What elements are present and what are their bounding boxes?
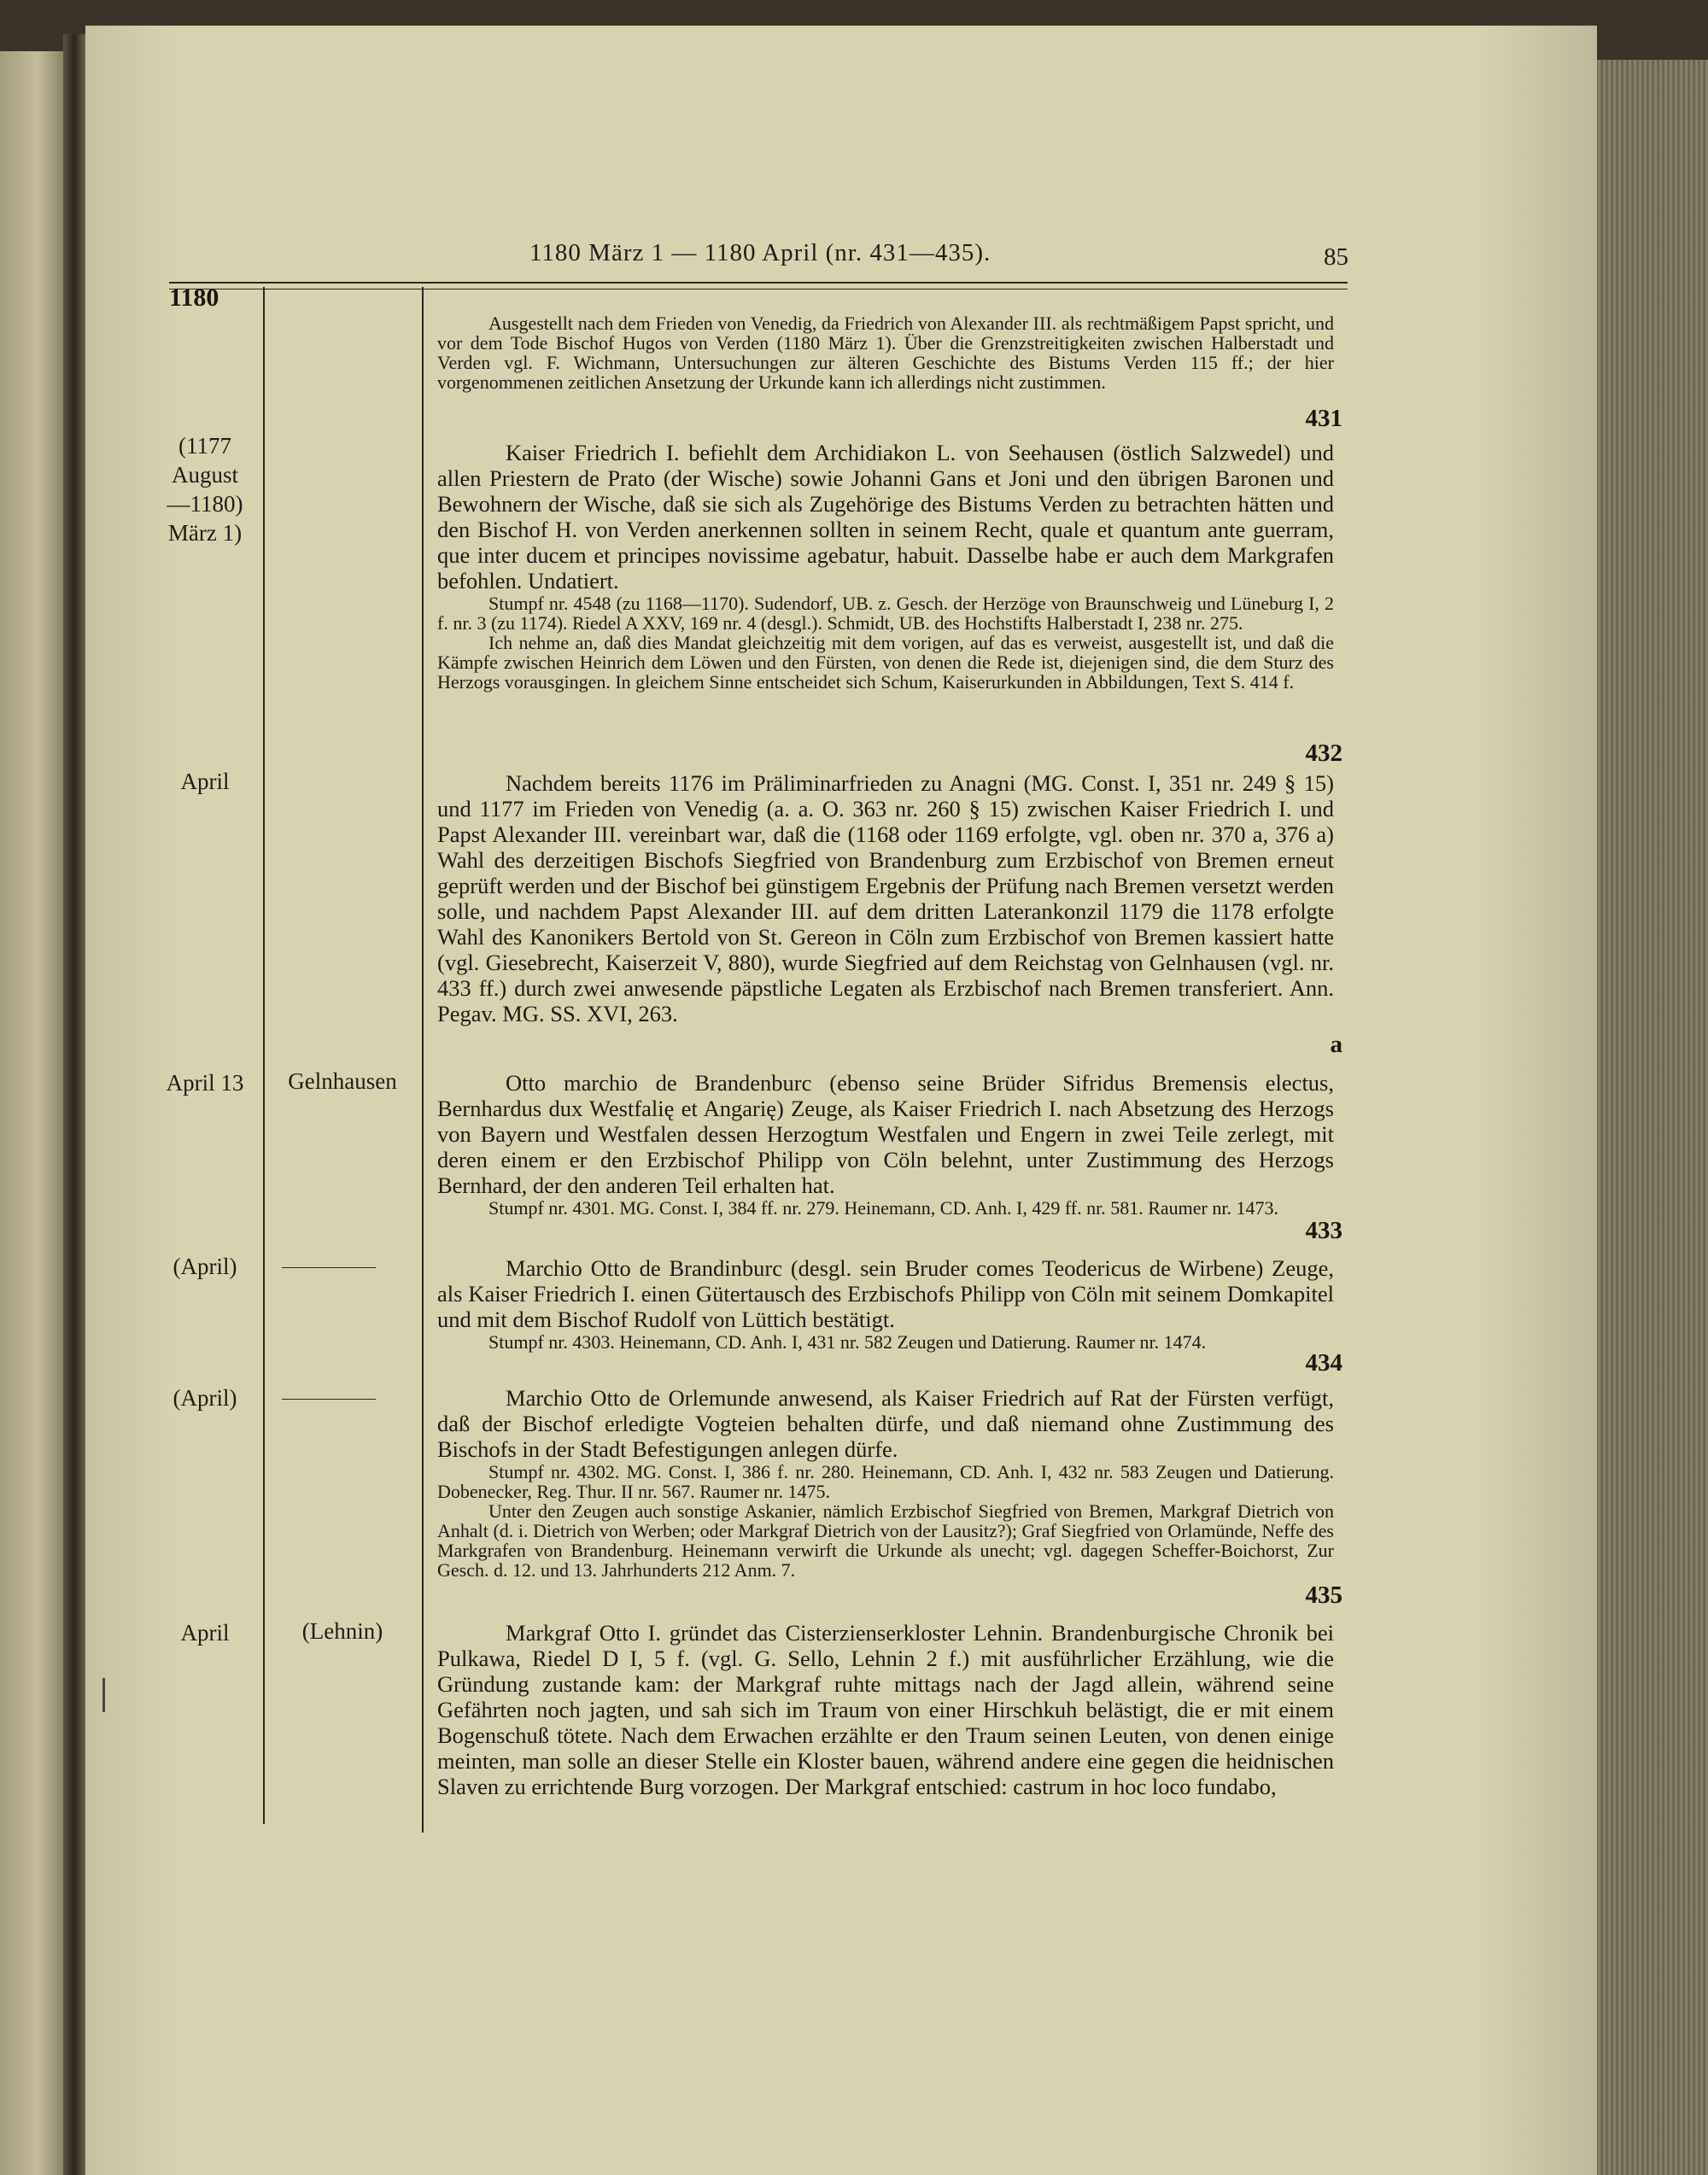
entry-433 [437,1070,1334,1218]
entry-date: April [180,769,230,794]
entry-number: 433 [1305,1217,1342,1244]
entry-date: (April) [173,1385,237,1411]
date-line: März 1) [167,520,243,546]
book-gutter [63,34,85,2175]
entry-text: Kaiser Friedrich I. befiehlt dem Archidiakon L. von Seehausen (östlich Salzwedel) und allen Priestern de Prato (der Wische) sowie Johanni Gans et Joni und den übrigen Baronen und Bewohnern der Wische, daß sie sich als Zugehörige des Bistums Verden zu betrachten hätten und den Bischof H. von Verden anerkennen sollten in seinem Recht, quale et quantum ante guerram, que inter ducem et principes novissime agebatur, habuit. Dasselbe habe er auch dem Markgrafen befohlen. Undatiert. [437,440,1334,593]
date-line: August [171,462,238,488]
entry-note: Unter den Zeugen auch sonstige Askanier, nämlich Erzbischof Siegfried von Bremen, Markgraf Dietrich von Anhalt (d. i. Dietrich von Werben; oder Markgraf Dietrich von der Lausitz?); Graf Siegfried von Orlamünde, Neffe des Markgrafen von Brandenburg. Heinemann verwirft die Urkunde als unecht; vgl. dagegen Scheffer-Boichorst, Zur Gesch. d. 12. und 13. Jahrhunderts 212 Anm. 7. [437,1500,1334,1581]
entry-435 [437,1385,1334,1580]
entry-a [437,770,1334,1026]
entry-note: Stumpf nr. 4302. MG. Const. I, 386 f. nr. 280. Heinemann, CD. Anh. I, 432 nr. 583 Zeugen und Datierung. Dobenecker, Reg. Thur. II nr. 567. Raumer nr. 1475. [437,1461,1334,1502]
header-rule [169,282,1348,289]
entry-432 [437,440,1334,692]
entry-place: Gelnhausen [288,1068,397,1094]
facing-page-edge [0,51,63,2175]
running-head: 1180 März 1 — 1180 April (nr. 431—435). [529,239,991,266]
entry-431 [437,313,1334,392]
year-heading: 1180 [169,284,219,312]
entry-note: Ausgestellt nach dem Frieden von Venedig, da Friedrich von Alexander III. als rechtmäßigem Papst spricht, und vor dem Tode Bischof Hugos von Verden (1180 März 1). Über die Grenzstreitigkeiten zwischen Halberstadt und Verden vgl. F. Wichmann, Untersuchungen zur älteren Geschichte des Bistums Verden 115 ff.; der hier vorgenommenen zeitlichen Ansetzung der Urkunde kann ich allerdings nicht zustimmen. [437,313,1334,393]
place-dash [282,1267,376,1268]
entry-text: Nachdem bereits 1176 im Präliminarfrieden zu Anagni (MG. Const. I, 351 nr. 249 § 15) und 1177 im Frieden von Venedig (a. a. O. 363 nr. 260 § 15) zwischen Kaiser Friedrich I. und Papst Alexander III. vereinbart war, daß die (1168 oder 1169 erfolgte, vgl. oben nr. 370 a, 376 a) Wahl des derzeitigen Bischofs Siegfried von Brandenburg zum Erzbischof von Bremen erneut geprüft werden und der Bischof bei günstigem Ergebnis der Prüfung nach Bremen versetzt werden solle, und nachdem Papst Alexander III. auf dem dritten Laterankonzil 1179 die 1178 erfolgte Wahl des Kanonikers Bertold von St. Gereon in Cöln zum Erzbischof von Bremen kassiert hatte (vgl. Giesebrecht, Kaiserzeit V, 880), wurde Siegfried auf dem Reichstag von Gelnhausen (vgl. nr. 433 ff.) durch zwei anwesende päpstliche Legaten als Erzbischof nach Bremen transferiert. Ann. Pegav. MG. SS. XVI, 263. [437,770,1334,1026]
page-number: 85 [1324,243,1348,271]
column-rule-place [422,287,424,1833]
entry-number: 435 [1305,1582,1342,1609]
entry-text: Otto marchio de Brandenburc (ebenso seine Brüder Sifridus Bremensis electus, Bernhardus dux Westfalię et Angarię) Zeuge, als Kaiser Friedrich I. nach Absetzung des Herzogs von Bayern und Westfalen dessen Herzogtum Westfalen und Engern in zwei Teile zerlegt, mit deren einem er den Erzbischof Philipp von Cöln belehnt, unter Zustimmung des Herzogs Bernhard, der den anderen Teil erhalten hat. [437,1070,1334,1198]
entry-date [145,431,265,547]
date-line: (1177 [178,433,231,459]
entry-note: Stumpf nr. 4301. MG. Const. I, 384 ff. nr. 279. Heinemann, CD. Anh. I, 429 ff. nr. 581. Raumer nr. 1473. [488,1197,1278,1219]
entry-date: April [180,1620,230,1646]
entry-note: Stumpf nr. 4548 (zu 1168—1170). Sudendorf, UB. z. Gesch. der Herzöge von Braunschweig und Lüneburg I, 2 f. nr. 3 (zu 1174). Riedel A XXV, 169 nr. 4 (desgl.). Schmidt, UB. des Hochstifts Halberstadt I, 238 nr. 275. [437,593,1334,634]
entry-number: 432 [1305,740,1342,767]
entry-text: Markgraf Otto I. gründet das Cisterzienserkloster Lehnin. Brandenburgische Chronik bei Pulkawa, Riedel D I, 5 f. (vgl. G. Sello, Lehnin 2 f.) mit ausführlicher Erzählung, wie die Gründung zustande kam: der Markgraf ruhte mittags nach der Jagd allein, während seine Gefährten noch jagten, und sah sich im Traum von einer Hirschkuh belästigt, die er mit einem Bogenschuß tötete. Nach dem Erwachen erzählte er den Traum seinen Leuten, von denen einige meinten, man solle an dieser Stelle ein Kloster bauen, während andere eine gegen die heidnischen Slaven zu errichtende Burg vorzogen. Der Markgraf entschied: castrum in hoc loco fundabo, [437,1620,1334,1799]
entry-text: Marchio Otto de Brandinburc (desgl. sein Bruder comes Teodericus de Wirbene) Zeuge, als Kaiser Friedrich I. einen Gütertausch des Erzbischofs Philipp von Cöln mit seinem Domkapitel und mit dem Bischof Rudolf von Lüttich bestätigt. [437,1255,1334,1332]
entry-text: Marchio Otto de Orlemunde anwesend, als Kaiser Friedrich auf Rat der Fürsten verfügt, daß der Bischof erledigte Vogteien behalten dürfe, und daß niemand ohne Zustimmung des Bischofs in der Stadt Befestigungen anlegen dürfe. [437,1385,1334,1462]
entry-lehnin [437,1620,1334,1799]
page-stack-edge [1597,60,1708,2175]
entry-place: (Lehnin) [301,1618,383,1644]
pencil-mark [102,1678,105,1712]
entry-number: 431 [1305,405,1342,432]
entry-number: a [1330,1031,1342,1058]
entry-434 [437,1255,1334,1352]
date-line: —1180) [167,491,243,517]
entry-note: Stumpf nr. 4303. Heinemann, CD. Anh. I, 431 nr. 582 Zeugen und Datierung. Raumer nr. 1474. [488,1331,1207,1353]
entry-date: April 13 [166,1070,244,1096]
entry-date: (April) [173,1254,237,1279]
entry-note: Ich nehme an, daß dies Mandat gleichzeitig mit dem vorigen, auf das es verweist, ausgestellt ist, und daß die Kämpfe zwischen Heinrich dem Löwen und den Fürsten, von denen die Rede ist, diejenigen sind, die dem Sturz des Herzogs vorausgingen. In gleichem Sinne entscheidet sich Schum, Kaiserurkunden in Abbildungen, Text S. 414 f. [437,632,1334,693]
entry-number: 434 [1305,1349,1342,1377]
place-dash [282,1399,376,1400]
